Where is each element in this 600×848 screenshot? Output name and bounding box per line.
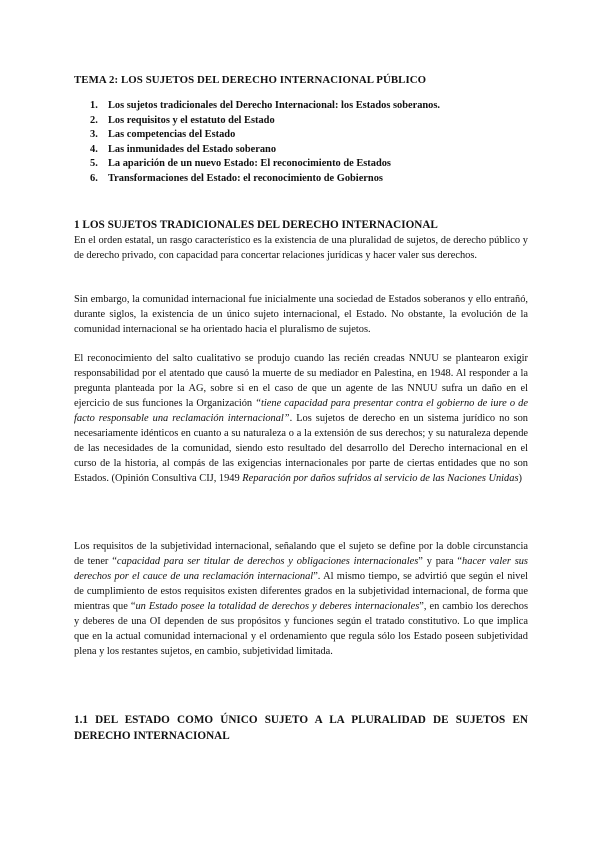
- quote-run: capacidad para ser titular de derechos y obligaciones internacionales: [116, 556, 419, 567]
- quote-run: “tiene capacidad para presentar contra el gobierno de iure o de facto responsable una reclamación internacional”: [74, 398, 528, 424]
- toc-item-text: Transformaciones del Estado: el reconocimiento de Gobiernos: [108, 172, 383, 184]
- toc-item: [90, 143, 440, 158]
- toc-item-text: Los sujetos tradicionales del Derecho Internacional: los Estados soberanos.: [108, 100, 441, 111]
- case-title: Reparación por daños sufridos al servicio de las Naciones Unidas: [242, 473, 519, 484]
- toc-item: [90, 157, 440, 172]
- toc-item-text: Los requisitos y el estatuto del Estado: [108, 114, 275, 126]
- text-run: . Los sujetos de derecho en un sistema jurídico no son necesariamente idénticos en cuanto a su naturaleza o a la extensión de sus derechos; y su naturaleza depende de las necesidades de la comunidad, siendo esto resultado del desarrollo del Derecho internacional en el curso de la historia, al compás de las exigencias internacionales por parte de ciertas entidades que no son Estados. (Opinión Consultiva CIJ, 1949: [74, 413, 528, 484]
- text-run: ): [518, 473, 522, 484]
- toc-item: [90, 114, 440, 129]
- toc-item-number: 4.: [90, 143, 98, 155]
- paragraph-sin-embargo: Sin embargo, la comunidad internacional fue inicialmente una sociedad de Estados soberanos y ello entrañó, durante siglos, la existencia de un único sujeto internacional, el Estado. No obstante, la evolución de la comunidad internacional se ha orientado hacia el pluralismo de sujetos.: [74, 294, 528, 335]
- text-run: ” y para “: [418, 556, 463, 567]
- toc-item: [90, 99, 440, 114]
- text-run: ”. Al mismo tiempo, se advirtió que según el nivel de cumplimiento de estos requisitos existen diferentes grados en la subjetividad internacional, de forma que mientras que “: [74, 571, 528, 612]
- quote-run: un Estado posee la totalidad de derechos y deberes internacionales: [135, 601, 420, 612]
- tema-title: TEMA 2: LOS SUJETOS DEL DERECHO INTERNACIONAL PÚBLICO: [74, 74, 427, 86]
- toc-item-number: 2.: [90, 114, 98, 126]
- toc-item-number: 1.: [90, 100, 98, 111]
- quote-run: hacer valer sus derechos por el cauce de una reclamación internacional: [74, 556, 528, 582]
- toc-item-number: 3.: [90, 129, 98, 141]
- table-of-contents: [90, 99, 440, 187]
- subsection-title: 1.1 DEL ESTADO COMO ÚNICO SUJETO A LA PLURALIDAD DE SUJETOS EN DERECHO INTERNACIONAL: [74, 714, 528, 742]
- toc-item-text: Las competencias del Estado: [108, 129, 236, 141]
- text-run: El reconocimiento del salto cualitativo se produjo cuando las recién creadas NNUU se plantearon exigir responsabilidad por el atentado que causó la muerte de su mediador en Palestina, en 1948. Al responder a la pregunta planteada por la AG, sobre si en el caso de que un agente de las NNUU sufra un daño en el ejercicio de sus funciones la Organización: [74, 353, 528, 409]
- toc-item: [90, 172, 440, 187]
- text-run: ”, en cambio los derechos y deberes de una OI dependen de sus propósitos y funciones según el tratado constitutivo. Lo que implica que en la actual comunidad internacional y el ordenamiento que regula sólo los Estado poseen subjetividad plena y los restantes sujetos, en cambio, subjetividad limitada.: [74, 601, 528, 657]
- toc-item-number: 6.: [90, 172, 98, 184]
- toc-item-number: 5.: [90, 158, 98, 170]
- text-run: Los requisitos de la subjetividad internacional, señalando que el sujeto se define por la doble circunstancia de tener “: [74, 541, 528, 567]
- section-title: 1 LOS SUJETOS TRADICIONALES DEL DERECHO INTERNACIONAL: [74, 219, 438, 231]
- toc-item: [90, 128, 440, 143]
- paragraph-pluralidad: En el orden estatal, un rasgo característico es la existencia de una pluralidad de sujetos, de derecho público y de derecho privado, con capacidad para concertar relaciones jurídicas y hacer valer sus derechos.: [74, 235, 528, 261]
- toc-item-text: Las inmunidades del Estado soberano: [108, 143, 277, 155]
- paragraph-requisitos: [74, 539, 528, 659]
- paragraph-reconocimiento: [74, 351, 528, 486]
- toc-item-text: La aparición de un nuevo Estado: El reconocimiento de Estados: [108, 158, 391, 170]
